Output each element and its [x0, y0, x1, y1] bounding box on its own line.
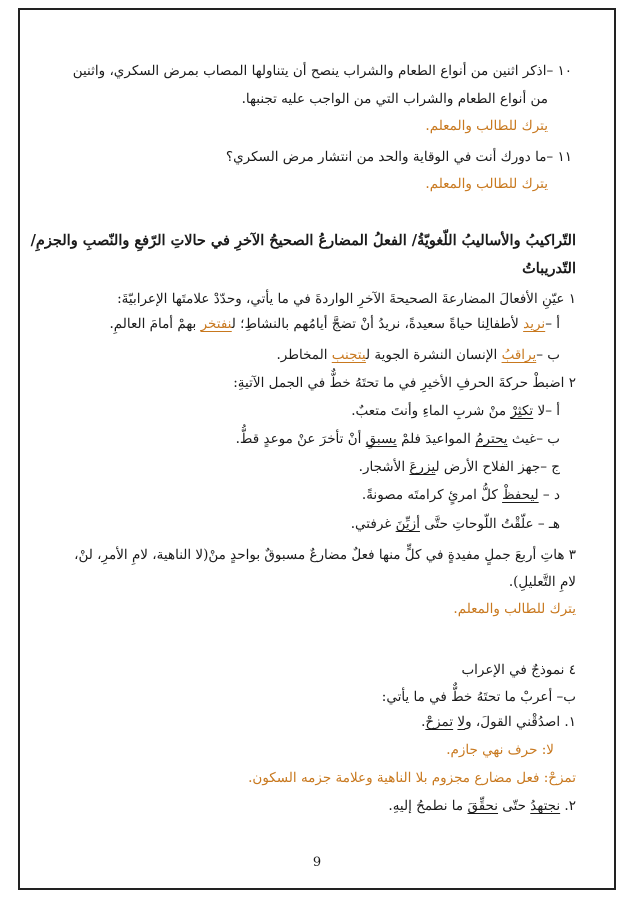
underlined-word: ليحفظْ — [502, 487, 539, 503]
exercise-1b: ب –يراقبُ الإنسان النشرة الجوية ليتجنب المخاطر. — [276, 347, 560, 363]
exercise-4b: ب– أعربْ ما تحتَهُ خطٌّ في ما يأتي: — [381, 689, 576, 705]
verb-yatajannab: يتجنب — [331, 347, 366, 363]
underlined-word: يحترمُ — [475, 431, 508, 447]
underlined-word: نحقِّقَ — [467, 798, 499, 814]
parse-answer-2: تمزحْ: فعل مضارع مجزوم بلا الناهية وعلامة جزمه السكون. — [248, 770, 576, 786]
question-10-line-2: من أنواع الطعام والشراب التي من الواجب عليه تجنبها. — [241, 91, 548, 107]
parse-sentence-2: ٢. نجتهدُ حتّى نحقِّقَ ما نطمحُ إليهِ. — [388, 798, 576, 814]
exercise-2e: هـ – علّقْتُ اللّوحاتِ حتَّى أزيِّنَ غرفتي. — [350, 516, 560, 532]
answer-note-10: يترك للطالب والمعلم. — [425, 118, 548, 134]
parse-answer-1: لا: حرف نهي جازم. — [446, 742, 554, 758]
verb-nurid: نريد — [523, 316, 546, 332]
verb-yuraqib: يراقبُ — [501, 347, 537, 363]
exercise-1: ١ عيّنِ الأفعالَ المضارعةَ الصحيحةَ الآخرِ الواردةَ في ما يأتي، وحدّدْ علامتَها الإعرابيّةَ: — [117, 291, 576, 307]
exercise-1a: أ –نريد لأطفالِنا حياةً سعيدةً، نريدُ أنْ تضجَّ أيامُهم بالنشاطِ؛ لنفتخر بهمْ أمامَ العالمِ. — [109, 316, 560, 332]
page-frame — [18, 8, 616, 890]
section-heading-line-2: التّدريباتُ — [522, 260, 576, 277]
underlined-word: لا — [457, 714, 466, 730]
exercise-2: ٢ اضبطْ حركةَ الحرفِ الأخيرِ في ما تحتَهُ خطٌّ في الجمل الآتيةِ: — [233, 375, 576, 391]
page-number: 9 — [312, 855, 322, 870]
exercise-3-line-2: لامِ التَّعليلِ). — [508, 574, 576, 590]
exercise-4: ٤ نموذجٌ في الإعراب — [461, 662, 576, 678]
question-10-line-1: ١٠ –اذكر اثنين من أنواع الطعام والشراب ينصح أن يتناولها المصاب بمرض السكري، واثنين — [72, 63, 572, 79]
answer-note-11: يترك للطالب والمعلم. — [425, 176, 548, 192]
parse-sentence-1: ١. اصدُقْني القولَ، ولا تمزحْ. — [421, 714, 576, 730]
exercise-3-line-1: ٣ هاتِ أربعَ جملٍ مفيدةٍ في كلٍّ منها فعلٌ مضارعٌ مسبوقٌ بواحدٍ منْ(لا الناهية، لامِ الأمرِ، لنْ، — [74, 547, 576, 563]
exercise-2a: أ –لا تكثِرْ منْ شربِ الماءِ وأنتَ متعبٌ. — [351, 403, 560, 419]
exercise-2d: د – ليحفظْ كلُّ امرئٍ كرامتَه مصونةً. — [361, 487, 560, 503]
exercise-2c: ج –جهز الفلاح الأرض ليزرعَ الأشجار. — [358, 459, 560, 475]
answer-note-3: يترك للطالب والمعلم. — [453, 601, 576, 617]
underlined-word: يسبقِ — [365, 431, 397, 447]
underlined-word: تمزحْ — [425, 714, 454, 730]
underlined-word: يزرعَ — [409, 459, 436, 475]
section-heading-line-1: التّراكيبُ والأساليبُ اللّغويّةُ/ الفعلُ المضارعُ الصحيحُ الآخرِ في حالاتِ الرّفعِ والنّصبِ والجزمِ/ — [30, 232, 576, 249]
question-11: ١١ –ما دورك أنت في الوقاية والحد من انتشار مرض السكري؟ — [225, 149, 572, 165]
underlined-word: أزيِّنَ — [395, 516, 420, 532]
underlined-word: تكثِرْ — [510, 403, 534, 419]
underlined-word: نجتهدُ — [530, 798, 561, 814]
verb-naftakhir: نفتخر — [200, 316, 232, 332]
exercise-2b: ب –غيث يحترمُ المواعيدَ فلمْ يسبقِ أنْ تأخرَ عنْ موعدٍ قطُّ. — [235, 431, 560, 447]
